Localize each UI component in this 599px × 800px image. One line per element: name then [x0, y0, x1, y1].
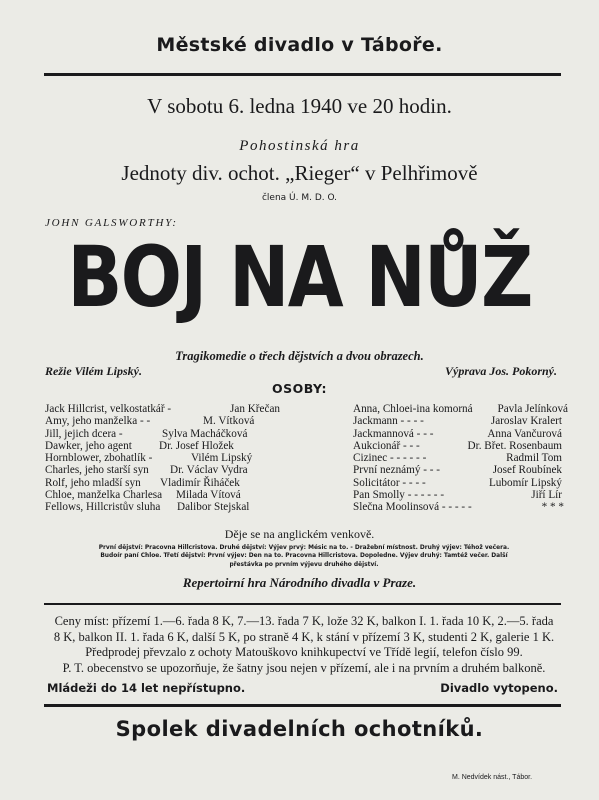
theatre-name: Městské divadlo v Táboře. [156, 34, 443, 56]
cast-role: Amy, jeho manželka - - [45, 415, 151, 428]
cast-heading: OSOBY: [271, 381, 328, 396]
scene-line: První dějství: Pracovna Hillcristova. Druhé dějství: Výjev prvý: Mésic na to. - Dražební místnost. Druhý výjev: Téhož večera. [98, 545, 510, 551]
cast-actor: Dr. Václav Vydra [170, 464, 248, 477]
cast-row [353, 403, 568, 415]
cast-actor: Vilém Lipský [191, 452, 253, 465]
bottom-rule [44, 704, 561, 707]
cast-row [353, 489, 568, 501]
cast-actor: Jiří Lír [531, 489, 562, 502]
setting-line: Děje se na anglickém venkově. [224, 527, 375, 541]
cast-row [45, 464, 295, 476]
cast-role: Jill, jejich dcera - [45, 427, 123, 440]
cast-actor: Sylva Macháčková [162, 427, 248, 440]
youth-notice: Mládeži do 14 let nepřístupno. [47, 681, 246, 695]
guest-member: člena Ú. M. D. O. [261, 193, 338, 203]
cast-actor: Jan Křečan [230, 403, 281, 415]
cast-role: Charles, jeho starší syn [45, 464, 149, 477]
repertoire-note: Repertoirní hra Národního divadla v Praze. [182, 575, 417, 590]
cast-role: Anna, Chloei-ina komorná [353, 403, 473, 415]
cast-actor: Lubomír Lipský [488, 476, 562, 489]
play-author: JOHN GALSWORTHY: [45, 217, 178, 229]
cast-row [353, 428, 568, 440]
scene-line: přestávka po prvním výjevu druhého dějství. [229, 561, 379, 568]
cast-actor: Dr. Josef Hložek [159, 439, 234, 452]
cast-actor: Josef Roubínek [492, 464, 562, 477]
cast-actor: Radmil Tom [506, 452, 562, 465]
cast-row [45, 415, 295, 427]
scene-description [44, 544, 564, 569]
cast-role: Pan Smolly - - - - - - [353, 489, 445, 502]
cast-role: První neznámý - - - [353, 464, 440, 477]
cast-role: Solicitátor - - - - [353, 476, 426, 489]
play-title: BOJ NA NŮŽ [67, 228, 532, 326]
heating-notice: Divadlo vytopeno. [440, 681, 558, 695]
guest-kicker: Pohostinská hra [239, 138, 360, 154]
cast-role: Cizinec - - - - - - [353, 452, 427, 465]
play-subtitle: Tragikomedie o třech dějstvích a dvou obrazech. [175, 349, 424, 363]
cast-role: Jackmann - - - - [353, 415, 424, 428]
cast-row [353, 415, 568, 427]
cast-list-right [353, 403, 568, 514]
price-info [44, 614, 564, 676]
cast-actor: Jaroslav Kralert [490, 415, 562, 428]
cast-row [45, 477, 295, 489]
cast-actor: Dr. Břet. Rosenbaum [467, 439, 562, 452]
cast-actor: Pavla Jelínková [497, 403, 568, 415]
cast-row [45, 452, 295, 464]
cast-row [353, 501, 568, 513]
cast-role: Jackmannová - - - [353, 427, 434, 440]
prices-top-rule [44, 603, 561, 605]
cast-row [353, 477, 568, 489]
cast-role: Dawker, jeho agent [45, 439, 132, 452]
cast-list-left [45, 403, 295, 514]
cast-row [45, 428, 295, 440]
printer-credit: M. Nedvídek nást., Tábor. [452, 774, 533, 781]
top-rule [44, 73, 561, 76]
cast-actor: Vladimír Řiháček [160, 476, 240, 489]
cast-role: Jack Hillcrist, velkostatkář - [45, 403, 172, 415]
cast-role: Fellows, Hillcristův sluha [45, 501, 161, 514]
cast-row [45, 489, 295, 501]
cast-row [353, 452, 568, 464]
scene-line: Budoír paní Chloe. Třetí dějství: První výjev: Den na to. Pracovna Hillcristova. Dopoledne. Výjev druhý: Tamtéž večer. Další [100, 553, 508, 560]
cast-actor: M. Vítková [203, 415, 255, 428]
price-line: Ceny míst: přízemí 1.—6. řada 8 K, 7.—13. řada 7 K, lože 32 K, balkon I. 1. řada 10 K, 2.—5. řada [54, 614, 554, 628]
cast-role: Rolf, jeho mladší syn [45, 476, 141, 489]
date-line: V sobotu 6. ledna 1940 ve 20 hodin. [147, 94, 452, 118]
cast-role: Hornblower, zbohatlík - [45, 452, 153, 465]
guest-company: Jednoty div. ochot. „Rieger“ v Pelhřimově [121, 161, 478, 185]
cast-row [353, 464, 568, 476]
cast-row [45, 440, 295, 452]
cast-row [353, 440, 568, 452]
cast-role: Aukcionář - - - [353, 439, 420, 452]
cast-actor: Milada Vítová [176, 489, 241, 502]
cast-actor: Dalibor Stejskal [177, 501, 250, 514]
cast-actor: Anna Vančurová [487, 427, 562, 440]
price-line: P. T. obecenstvo se upozorňuje, že šatny jsou nejen v přízemí, ale i na prvním a druhém balkoně. [62, 660, 546, 675]
organizer: Spolek divadelních ochotníků. [115, 717, 484, 741]
price-line: Předprodej převzalo z ochoty Matouškovo knihkupectví ve Třídě legií, telefon číslo 99. [85, 645, 523, 659]
cast-row [45, 501, 295, 513]
design-credit: Výprava Jos. Pokorný. [445, 364, 557, 378]
cast-actor: * * * [541, 501, 564, 514]
price-line: 8 K, balkon II. 1. řada 6 K, další 5 K, po straně 4 K, k stání v přízemí 3 K, studenti 2 K, galerie 1 K. [53, 629, 555, 644]
cast-row [45, 403, 295, 415]
director-credit: Režie Vilém Lipský. [45, 364, 142, 378]
cast-role: Chloe, manželka Charlesa [45, 489, 163, 502]
cast-role: Slečna Moolinsová - - - - - [353, 501, 472, 514]
